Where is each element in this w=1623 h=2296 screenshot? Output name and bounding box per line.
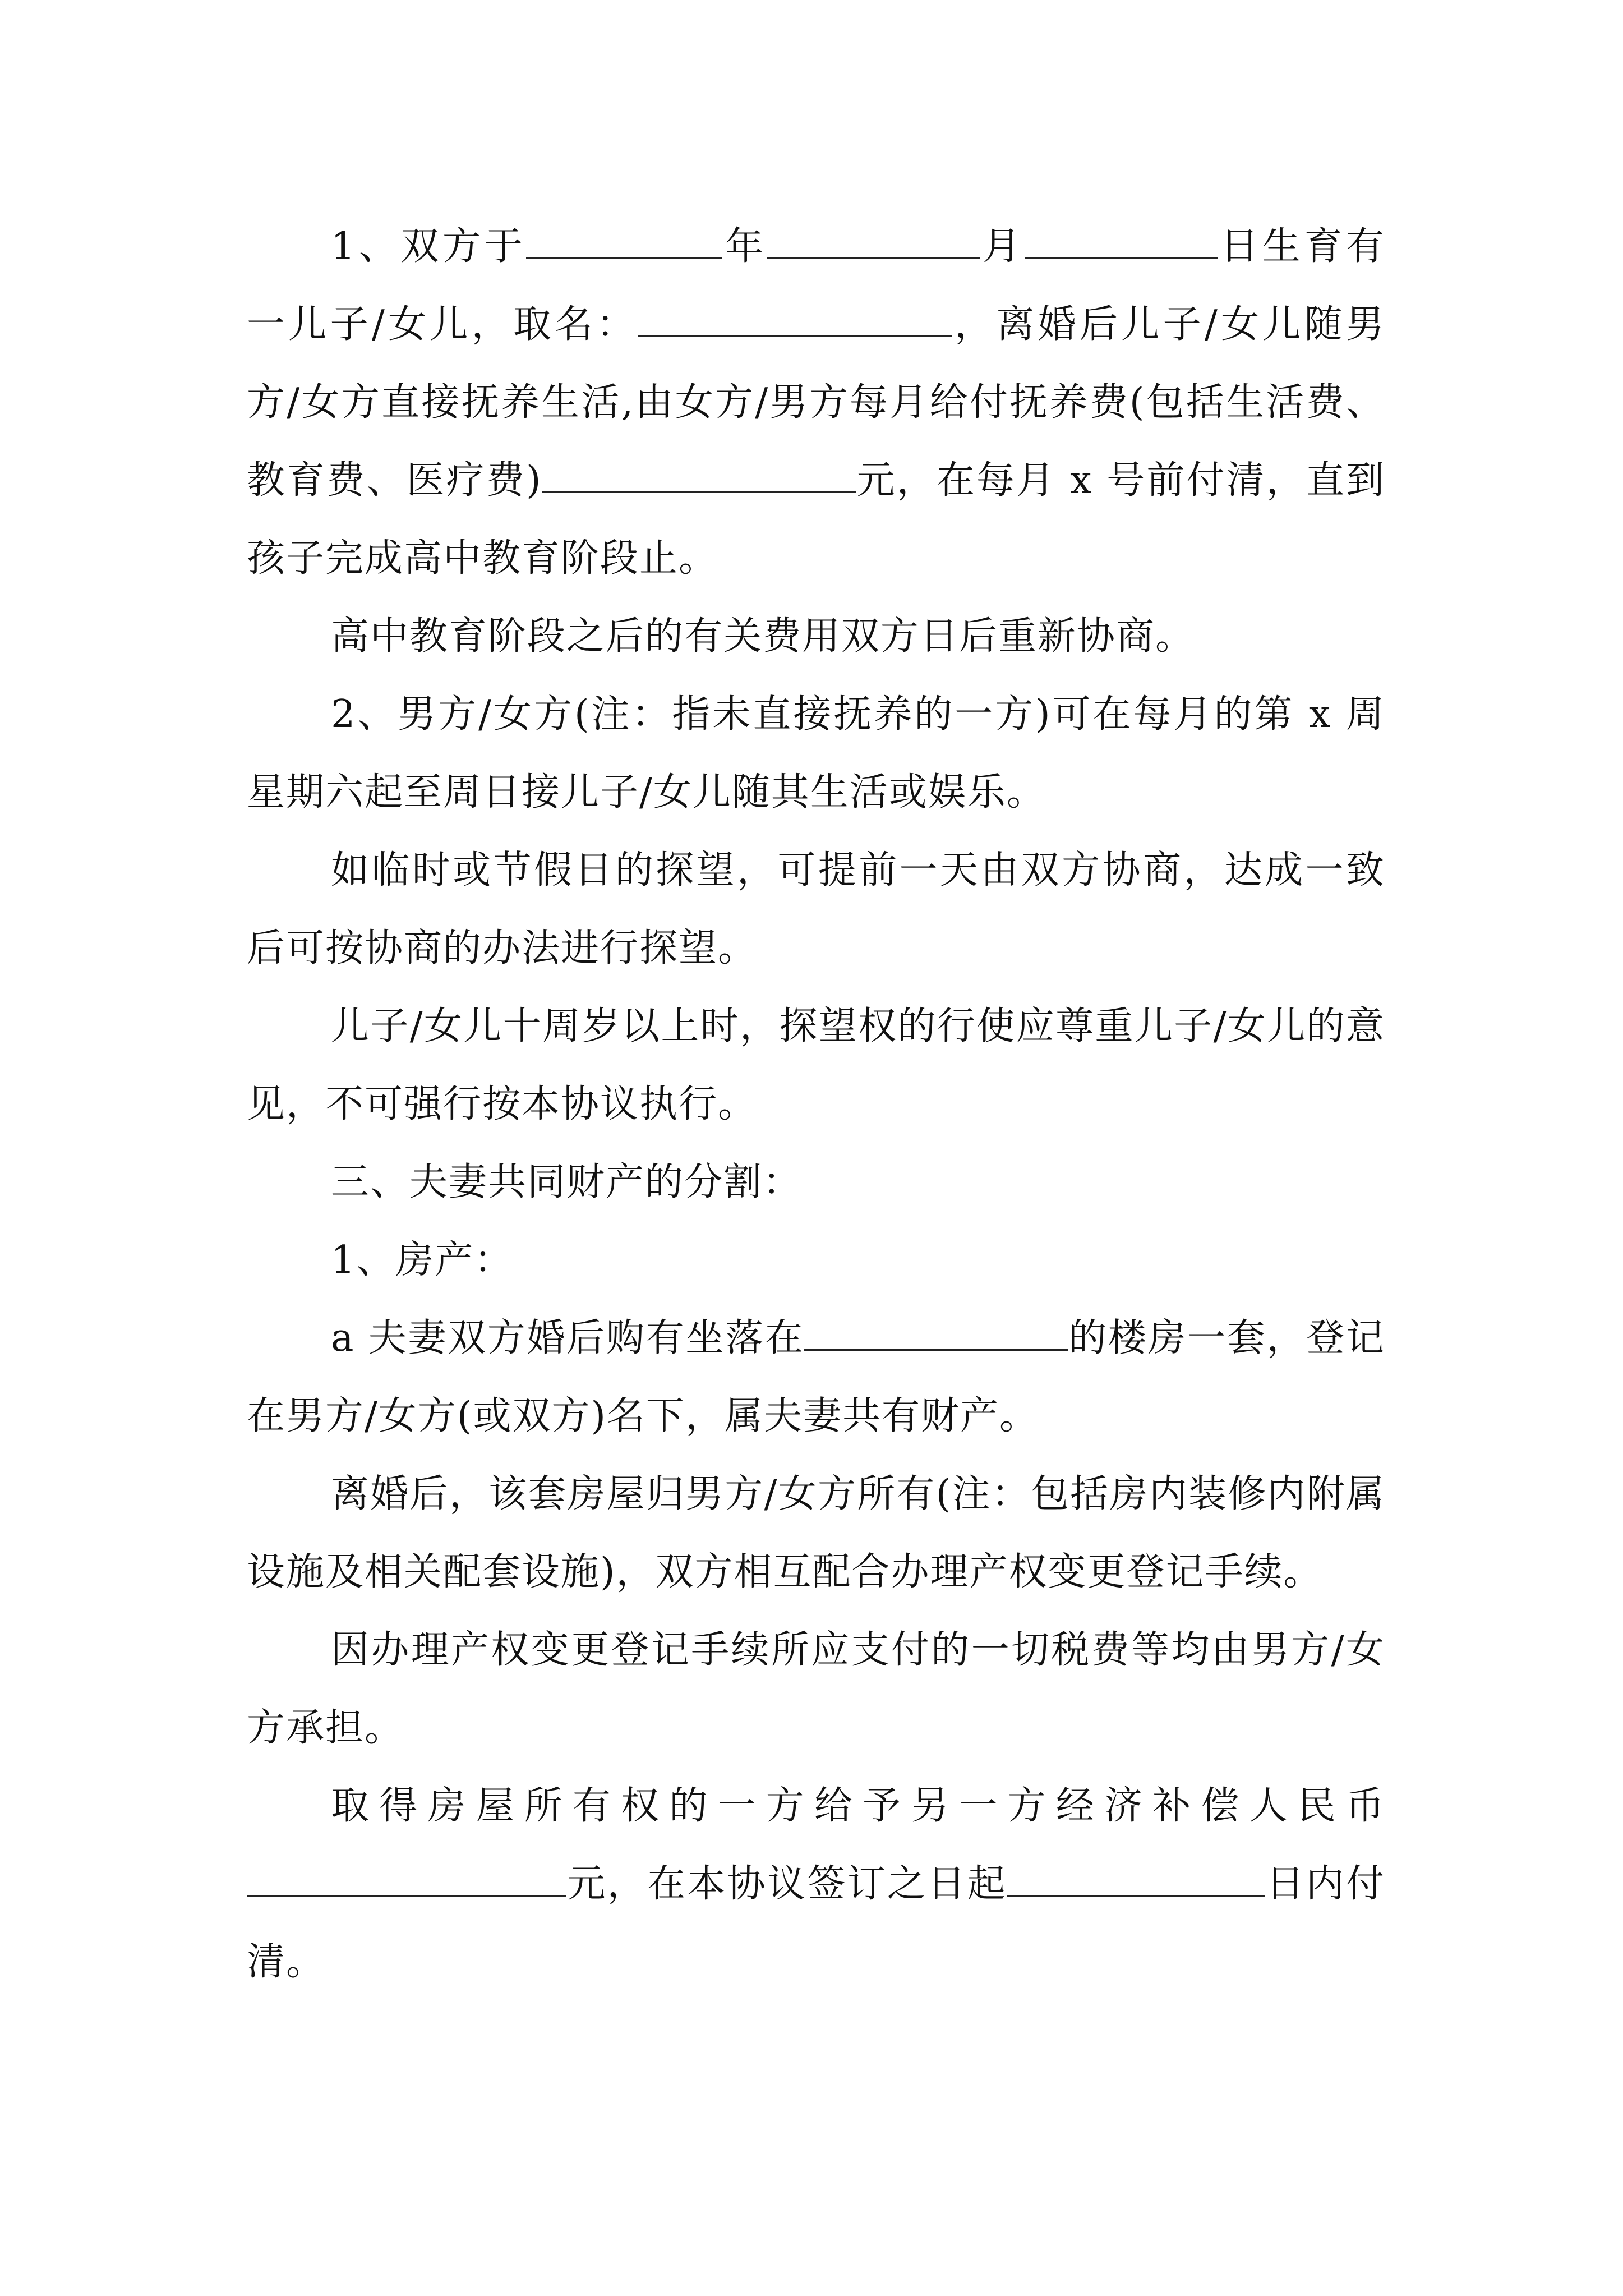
- document-body: [247, 208, 1385, 2001]
- text: 的楼房一套，登记在男方/女方(或双方)名下，属夫妻共有财产。: [247, 1316, 1385, 1438]
- paragraph-house-location: [247, 1299, 1385, 1455]
- blank-year: [526, 218, 722, 259]
- paragraph-child-opinion: 儿子/女儿十周岁以上时，探望权的行使应尊重儿子/女儿的意见，不可强行按本协议执行。: [247, 1004, 1385, 1126]
- blank-house-location: [804, 1310, 1068, 1351]
- text: 月: [980, 224, 1025, 269]
- text: ，离婚后儿子/女儿随男方/女方直接抚养生活,由女方/男方每月给付抚养费(包括生活费、教育费、医疗费): [247, 302, 1385, 503]
- text: 1、双方于: [331, 224, 527, 269]
- text: 日生育有一儿子/女儿，取名：: [247, 224, 1385, 347]
- blank-day: [1025, 218, 1218, 259]
- blank-compensation-amount: [247, 1856, 566, 1897]
- text: 取得房屋所有权的一方给予另一方经济补偿人民币: [331, 1784, 1385, 1828]
- paragraph-holiday-visit: 如临时或节假日的探望，可提前一天由双方协商，达成一致后可按协商的办法进行探望。: [247, 848, 1385, 970]
- blank-month: [767, 218, 980, 259]
- paragraph-visitation: 2、男方/女方(注：指未直接抚养的一方)可在每月的第 x 周星期六起至周日接儿子/女儿随其生活或娱乐。: [247, 692, 1385, 815]
- paragraph-house-ownership: 离婚后，该套房屋归男方/女方所有(注：包括房内装修内附属设施及相关配套设施)，双方相互配合办理产权变更登记手续。: [247, 1472, 1385, 1594]
- paragraph-compensation: [247, 1767, 1385, 2001]
- blank-support-amount: [542, 452, 856, 493]
- paragraph-after-highschool: 高中教育阶段之后的有关费用双方日后重新协商。: [331, 614, 1195, 659]
- text: 日内付清。: [247, 1862, 1385, 1984]
- text: 元，在本协议签订之日起: [566, 1862, 1007, 1906]
- paragraph-taxes: 因办理产权变更登记手续所应支付的一切税费等均由男方/女方承担。: [247, 1628, 1385, 1750]
- section-heading-property: 三、夫妻共同财产的分割：: [331, 1160, 803, 1204]
- text: 年: [722, 224, 767, 269]
- blank-payment-days: [1007, 1856, 1265, 1897]
- blank-child-name: [638, 296, 952, 337]
- paragraph-child-support: [247, 208, 1385, 597]
- text: 元，在每月 x 号前付清，直到孩子完成高中教育阶段止。: [247, 458, 1385, 581]
- text: a 夫妻双方婚后购有坐落在: [331, 1316, 805, 1360]
- subheading-house: 1、房产：: [331, 1238, 514, 1282]
